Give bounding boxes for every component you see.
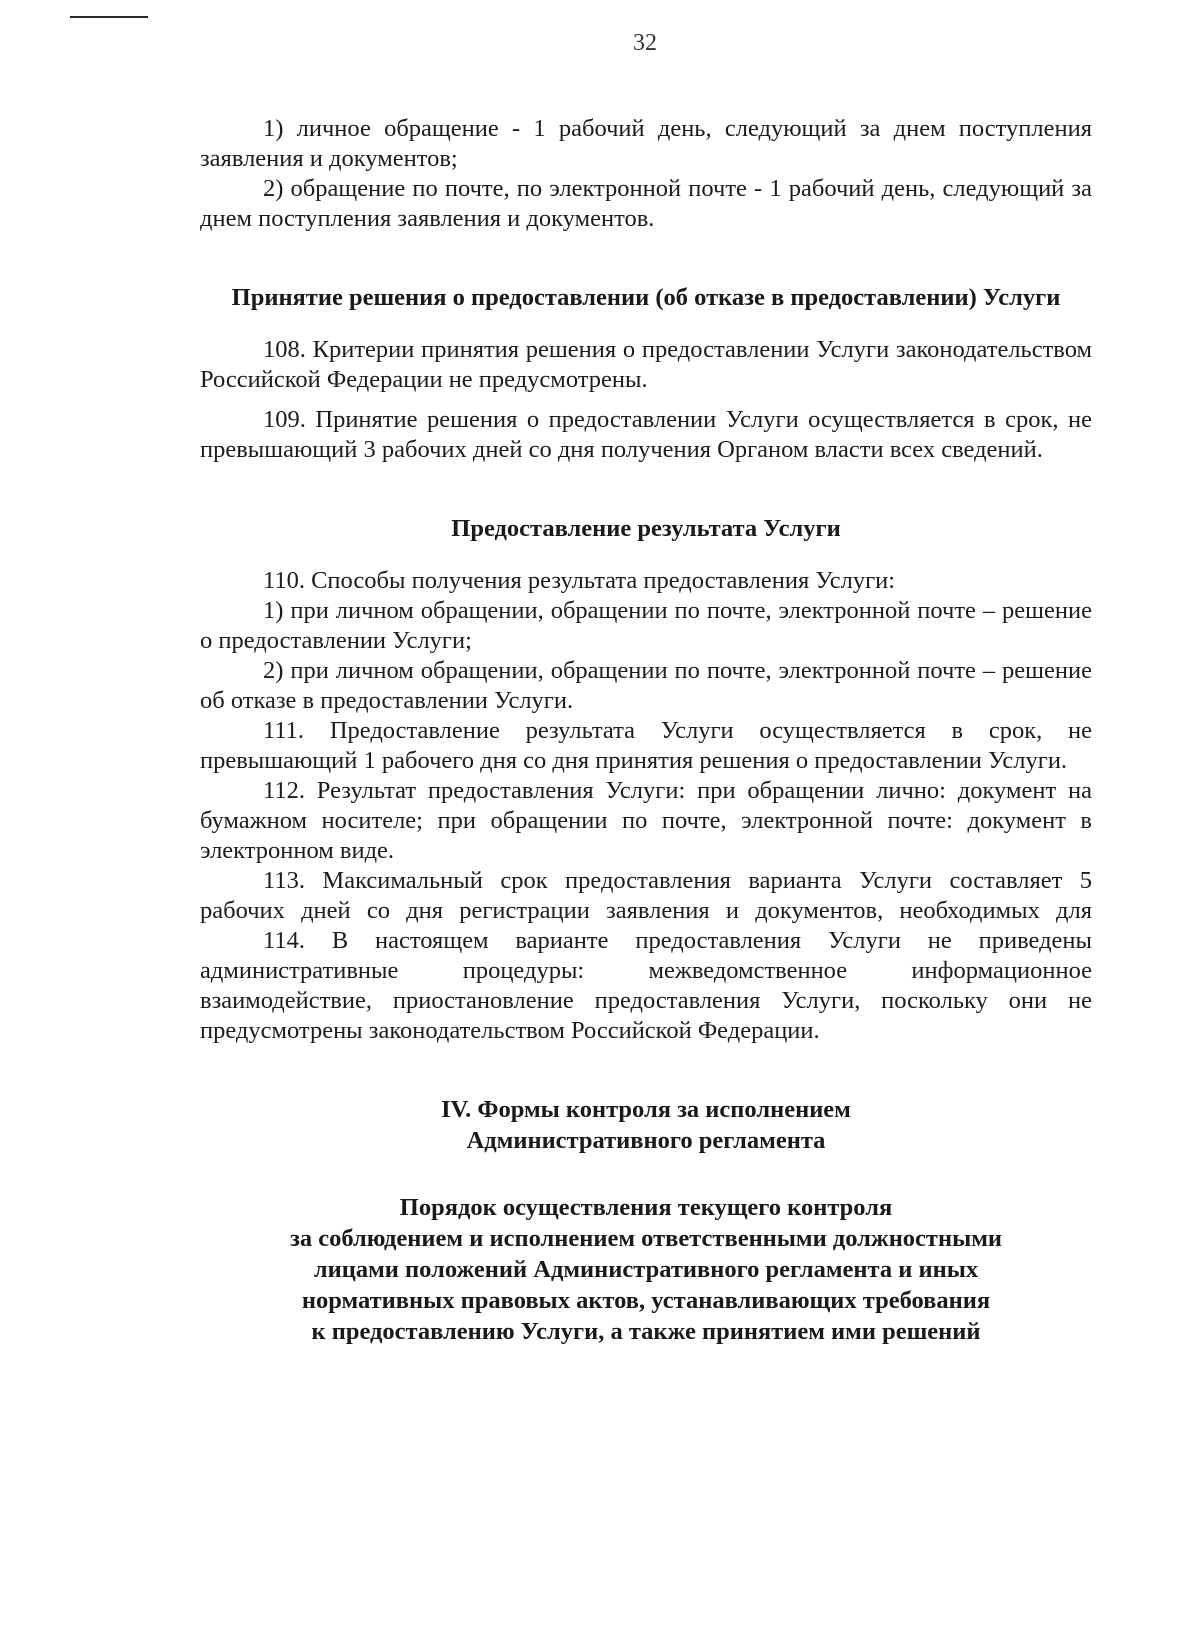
- paragraph-109: 109. Принятие решения о предоставлении Услуги осуществляется в срок, не превышающий 3 рабочих дней со дня получения Органом власти всех сведений.: [200, 406, 1092, 463]
- corner-mark: [70, 16, 148, 18]
- document-body: [200, 114, 1092, 1347]
- paragraph-item-2: 2) обращение по почте, по электронной почте - 1 рабочий день, следующий за днем поступления заявления и документов.: [200, 175, 1092, 232]
- paragraph-110-item-2: 2) при личном обращении, обращении по почте, электронной почте – решение об отказе в предоставлении Услуги.: [200, 657, 1092, 714]
- paragraph-110-item-1: 1) при личном обращении, обращении по почте, электронной почте – решение о предоставлении Услуги;: [200, 597, 1092, 654]
- section-heading-control: [200, 1192, 1092, 1347]
- control-heading-line-4: нормативных правовых актов, устанавливающих требования: [301, 1287, 991, 1314]
- paragraph-111: 111. Предоставление результата Услуги осуществляется в срок, не превышающий 1 рабочего дня со дня принятия решения о предоставлении Услуги.: [200, 717, 1092, 774]
- paragraph-114: 114. В настоящем варианте предоставления Услуги не приведены административные процедуры: межведомственное информационное взаимодействие, приостановление предоставления Услуги, поскольку они не предусмотрены законодательством Российской Федерации.: [200, 927, 1092, 1044]
- paragraph-item-1: 1) личное обращение - 1 рабочий день, следующий за днем поступления заявления и документов;: [200, 115, 1092, 172]
- chapter-heading-line-1: IV. Формы контроля за исполнением: [441, 1096, 851, 1123]
- paragraph-112: 112. Результат предоставления Услуги: при обращении лично: документ на бумажном носителе; при обращении по почте, электронной почте: документ в электронном виде.: [200, 777, 1092, 864]
- page-number: 32: [633, 30, 657, 56]
- chapter-heading-iv: [200, 1094, 1092, 1156]
- section-heading-result: Предоставление результата Услуги: [451, 515, 841, 542]
- paragraph-110: 110. Способы получения результата предоставления Услуги:: [263, 567, 896, 594]
- control-heading-line-1: Порядок осуществления текущего контроля: [399, 1194, 893, 1221]
- control-heading-line-3: лицами положений Административного регламента и иных: [313, 1256, 979, 1283]
- control-heading-line-2: за соблюдением и исполнением ответственными должностными: [289, 1225, 1003, 1252]
- section-heading-decision: Принятие решения о предоставлении (об отказе в предоставлении) Услуги: [231, 284, 1061, 311]
- paragraph-108: 108. Критерии принятия решения о предоставлении Услуги законодательством Российской Федерации не предусмотрены.: [200, 336, 1092, 393]
- chapter-heading-line-2: Административного регламента: [466, 1127, 826, 1154]
- control-heading-line-5: к предоставлению Услуги, а также принятием ими решений: [311, 1318, 981, 1345]
- paragraph-113: 113. Максимальный срок предоставления варианта Услуги составляет 5 рабочих дней со дня регистрации заявления и документов, необходимых для: [200, 867, 1092, 924]
